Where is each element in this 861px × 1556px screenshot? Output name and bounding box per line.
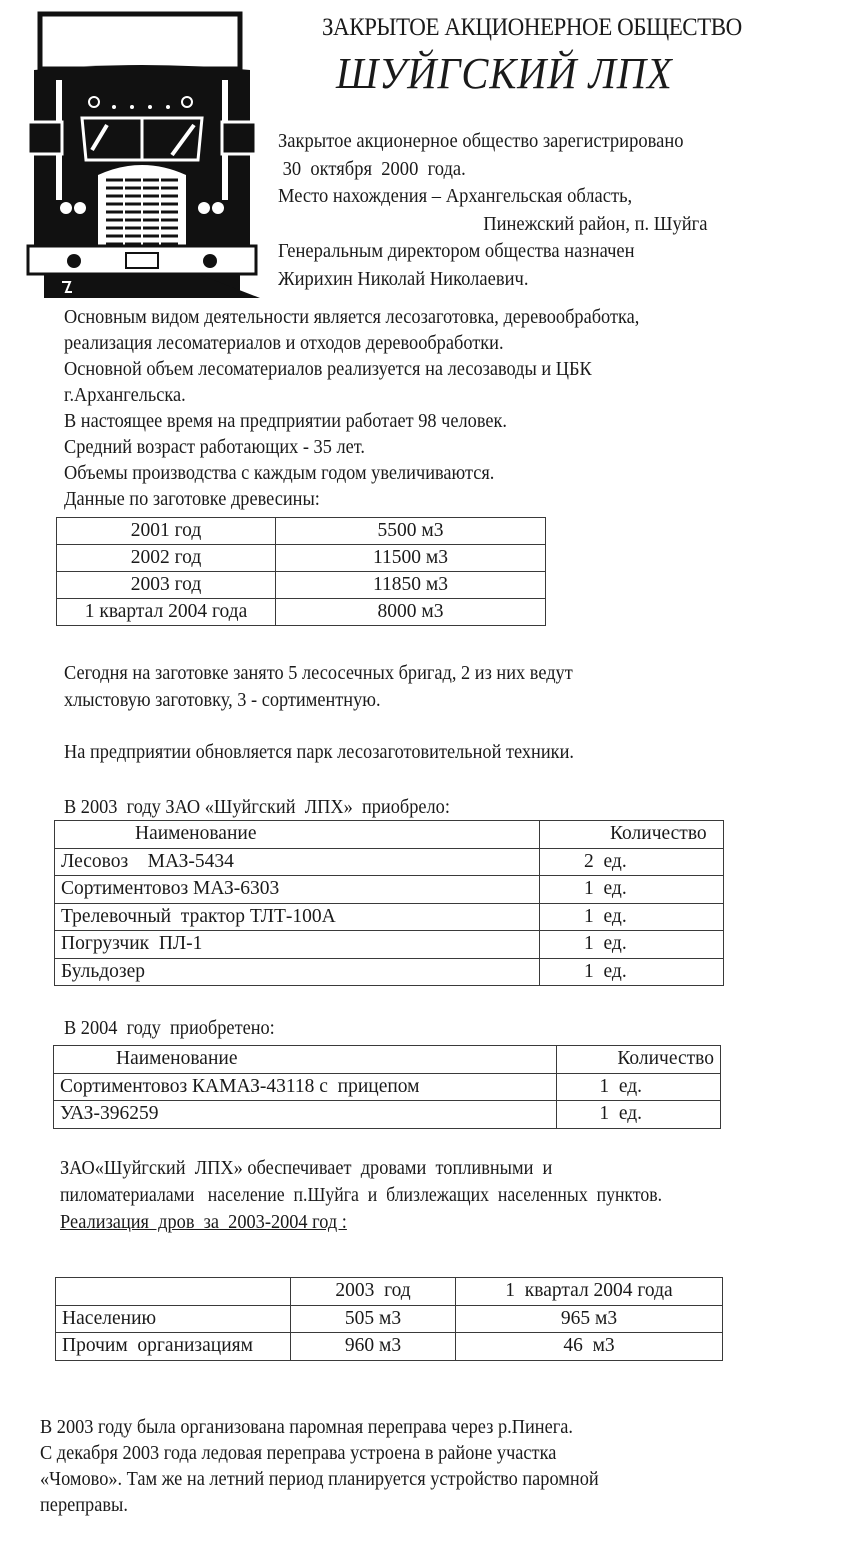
volume-cell: 11500 м3 <box>276 545 546 572</box>
purchases-2004-table <box>53 1045 721 1129</box>
table-row <box>55 876 724 904</box>
intro-line: реализация лесоматериалов и отходов деревообработки. <box>64 333 504 354</box>
volume-cell: 8000 м3 <box>276 599 546 626</box>
header-cell-name: Наименование <box>54 1046 557 1074</box>
qty-cell: 1 ед. <box>540 931 724 959</box>
qty-cell: 1 ед. <box>540 876 724 904</box>
qty-cell: 1 ед. <box>540 958 724 986</box>
brigades-line: Сегодня на заготовке занято 5 лесосечных бригад, 2 из них ведут <box>64 663 573 684</box>
name-cell: Лесовоз МАЗ-5434 <box>55 848 540 876</box>
purchases-2004-title <box>64 1016 288 1042</box>
name-cell: Погрузчик ПЛ-1 <box>55 931 540 959</box>
table-row <box>57 572 546 599</box>
header-cell-name: Наименование <box>55 821 540 849</box>
value-cell-2003: 505 м3 <box>291 1305 456 1333</box>
table-row <box>56 1305 723 1333</box>
header-cell-q1-2004: 1 квартал 2004 года <box>456 1278 723 1306</box>
brigades-line: хлыстовую заготовку, 3 - сортиментную. <box>64 690 381 711</box>
table-row <box>54 1073 721 1101</box>
period-cell: 2003 год <box>57 572 276 599</box>
qty-cell: 1 ед. <box>557 1073 721 1101</box>
volume-cell: 11850 м3 <box>276 572 546 599</box>
value-cell-2003: 960 м3 <box>291 1333 456 1361</box>
purchases-2003-title-text: В 2003 году ЗАО «Шуйгский ЛПХ» приобрело: <box>64 797 450 818</box>
intro-line: Данные по заготовке древесины: <box>64 489 320 510</box>
intro-line: В настоящее время на предприятии работает 98 человек. <box>64 411 508 432</box>
firewood-line: пиломатериалами население п.Шуйга и близлежащих населенных пунктов. <box>60 1185 663 1206</box>
name-cell: Бульдозер <box>55 958 540 986</box>
table-row <box>57 518 546 545</box>
registration-line: Жирихин Николай Николаевич. <box>278 268 529 290</box>
volume-cell: 5500 м3 <box>276 518 546 545</box>
intro-line: г.Архангельска. <box>64 385 186 406</box>
registration-line: Пинежский район, п. Шуйга <box>483 213 708 235</box>
label-cell: Прочим организациям <box>56 1333 291 1361</box>
crossing-paragraph <box>40 1415 634 1519</box>
header-cell-qty: Количество <box>540 821 724 849</box>
purchases-2004-title-text: В 2004 году приобретено: <box>64 1018 275 1039</box>
table-header-row <box>55 821 724 849</box>
registration-line: Закрытое акционерное общество зарегистрировано <box>278 131 684 152</box>
table-header-row <box>54 1046 721 1074</box>
crossing-line: переправы. <box>40 1495 128 1516</box>
firewood-line: ЗАО«Шуйгский ЛПХ» обеспечивает дровами топливными и <box>60 1158 553 1179</box>
qty-cell: 2 ед. <box>540 848 724 876</box>
harvest-table <box>56 517 546 626</box>
header-cell-qty: Количество <box>557 1046 721 1074</box>
firewood-subtitle: Реализация дров за 2003-2004 год : <box>60 1212 347 1233</box>
fleet-note <box>64 740 607 766</box>
period-cell: 1 квартал 2004 года <box>57 599 276 626</box>
company-type-heading: ЗАКРЫТОЕ АКЦИОНЕРНОЕ ОБЩЕСТВО <box>322 14 742 41</box>
name-cell: Трелевочный трактор ТЛТ-100А <box>55 903 540 931</box>
company-name-heading: ШУЙГСКИЙ ЛПХ <box>336 49 673 98</box>
firewood-paragraph <box>60 1155 722 1236</box>
name-cell: Сортиментовоз МАЗ-6303 <box>55 876 540 904</box>
qty-cell: 1 ед. <box>557 1101 721 1129</box>
crossing-line: В 2003 году была организована паромная переправа через р.Пинега. <box>40 1417 573 1438</box>
registration-line: Генеральным директором общества назначен <box>278 241 635 262</box>
table-row <box>55 958 724 986</box>
label-cell: Населению <box>56 1305 291 1333</box>
header-cell-2003: 2003 год <box>291 1278 456 1306</box>
registration-line: Место нахождения – Архангельская область, <box>278 186 633 207</box>
intro-line: Основным видом деятельности является лесозаготовка, деревообработка, <box>64 307 640 328</box>
purchases-2003-table <box>54 820 724 986</box>
name-cell: Сортиментовоз КАМАЗ-43118 с прицепом <box>54 1073 557 1101</box>
registration-block <box>278 128 730 293</box>
crossing-line: «Чомово». Там же на летний период планируется устройство паромной <box>40 1469 599 1490</box>
table-row <box>57 545 546 572</box>
table-row <box>54 1101 721 1129</box>
value-cell-q1-2004: 965 м3 <box>456 1305 723 1333</box>
purchases-2003-title <box>64 795 475 821</box>
table-row <box>55 931 724 959</box>
table-header-row <box>56 1278 723 1306</box>
name-cell: УАЗ-396259 <box>54 1101 557 1129</box>
brigades-paragraph <box>64 660 605 714</box>
table-row <box>55 848 724 876</box>
intro-line: Основной объем лесоматериалов реализуется на лесозаводы и ЦБК <box>64 359 592 380</box>
value-cell-q1-2004: 46 м3 <box>456 1333 723 1361</box>
firewood-table <box>55 1277 723 1361</box>
intro-line: Средний возраст работающих - 35 лет. <box>64 437 365 458</box>
registration-line: 30 октября 2000 года. <box>278 158 466 180</box>
table-row <box>57 599 546 626</box>
period-cell: 2001 год <box>57 518 276 545</box>
truck-logo-icon <box>22 10 262 300</box>
intro-line: Объемы производства с каждым годом увеличиваются. <box>64 463 495 484</box>
fleet-note-text: На предприятии обновляется парк лесозаготовительной техники. <box>64 742 574 763</box>
qty-cell: 1 ед. <box>540 903 724 931</box>
intro-paragraph <box>64 305 676 513</box>
table-row <box>55 903 724 931</box>
header-cell-empty <box>56 1278 291 1306</box>
table-row <box>56 1333 723 1361</box>
crossing-line: С декабря 2003 года ледовая переправа устроена в районе участка <box>40 1443 557 1464</box>
period-cell: 2002 год <box>57 545 276 572</box>
